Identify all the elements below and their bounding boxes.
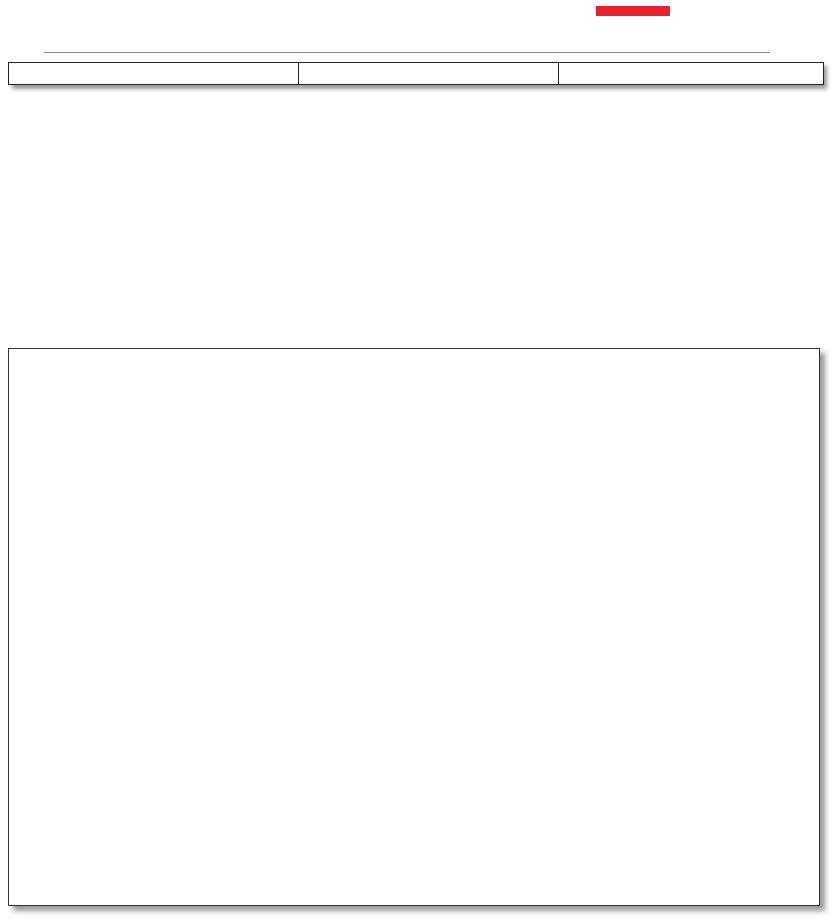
uniformity-heatmap bbox=[32, 374, 794, 804]
column-header-quadrant bbox=[9, 63, 299, 85]
results-table bbox=[8, 62, 824, 85]
heatmap-panel bbox=[8, 348, 820, 906]
logo-red-bar bbox=[596, 6, 670, 16]
results-table-container bbox=[8, 62, 823, 85]
header-divider bbox=[44, 52, 770, 53]
table-header-row bbox=[9, 63, 824, 85]
column-header-lab bbox=[299, 63, 559, 85]
color-scale-legend bbox=[17, 847, 811, 897]
page-title bbox=[8, 14, 12, 37]
column-header-deltae bbox=[559, 63, 824, 85]
datacolor-logo bbox=[594, 6, 670, 16]
